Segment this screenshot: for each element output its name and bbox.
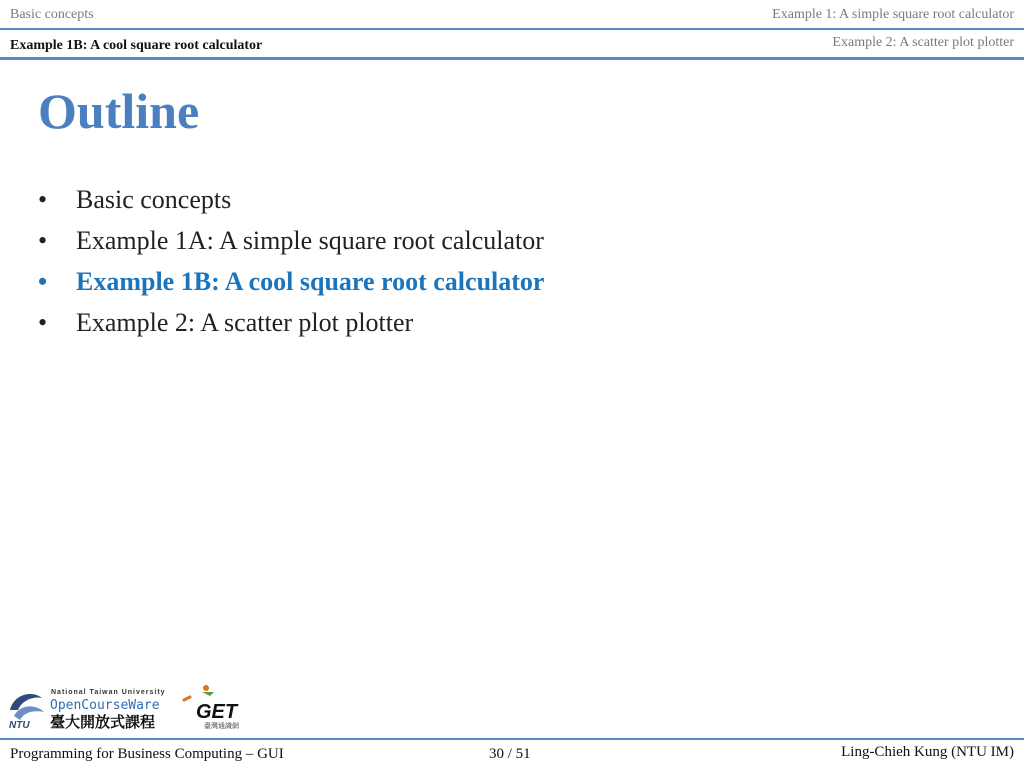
outline-list [38, 185, 544, 349]
outline-item [38, 226, 544, 267]
slide-title: Outline [38, 83, 200, 139]
ntu-short-text: NTU [9, 720, 30, 731]
bullet-icon: • [38, 185, 48, 214]
ntu-header-text: National Taiwan University [51, 689, 166, 696]
nav-row-subsections [0, 30, 1024, 58]
get-chinese-text: 臺灣通識網 [204, 722, 239, 730]
ntu-swirl-icon [10, 694, 44, 720]
nav-link-basic-concepts[interactable]: Basic concepts [10, 7, 94, 22]
ocw-name-text: OpenCourseWare [50, 698, 160, 713]
header-divider [0, 57, 1024, 60]
nav-row-sections [0, 0, 1024, 30]
get-name-text: GET [196, 701, 238, 723]
outline-item-label: Basic concepts [76, 185, 232, 214]
nav-link-example-1[interactable]: Example 1: A simple square root calculator [772, 7, 1014, 22]
outline-item [38, 185, 544, 226]
footer-course-title: Programming for Business Computing – GUI [10, 746, 284, 762]
outline-item-label: Example 1B: A cool square root calculator [76, 267, 545, 296]
nav-link-example-1b-current[interactable]: Example 1B: A cool square root calculator [10, 38, 263, 53]
nav-link-example-2[interactable]: Example 2: A scatter plot plotter [832, 35, 1014, 50]
footer-author: Ling-Chieh Kung (NTU IM) [841, 744, 1014, 760]
ocw-chinese-text: 臺大開放式課程 [50, 713, 156, 731]
outline-item-label: Example 1A: A simple square root calculator [76, 226, 544, 255]
outline-item-label: Example 2: A scatter plot plotter [76, 308, 414, 337]
outline-item-active [38, 267, 544, 308]
bullet-icon: • [38, 308, 48, 337]
footer-divider [0, 738, 1024, 740]
bullet-icon: • [38, 267, 48, 296]
get-logo-icon [184, 685, 214, 700]
logo-area [6, 682, 256, 732]
ntu-ocw-logo [6, 682, 256, 732]
bullet-icon: • [38, 226, 48, 255]
outline-item [38, 308, 544, 349]
footer-page-number: 30 / 51 [489, 746, 531, 762]
